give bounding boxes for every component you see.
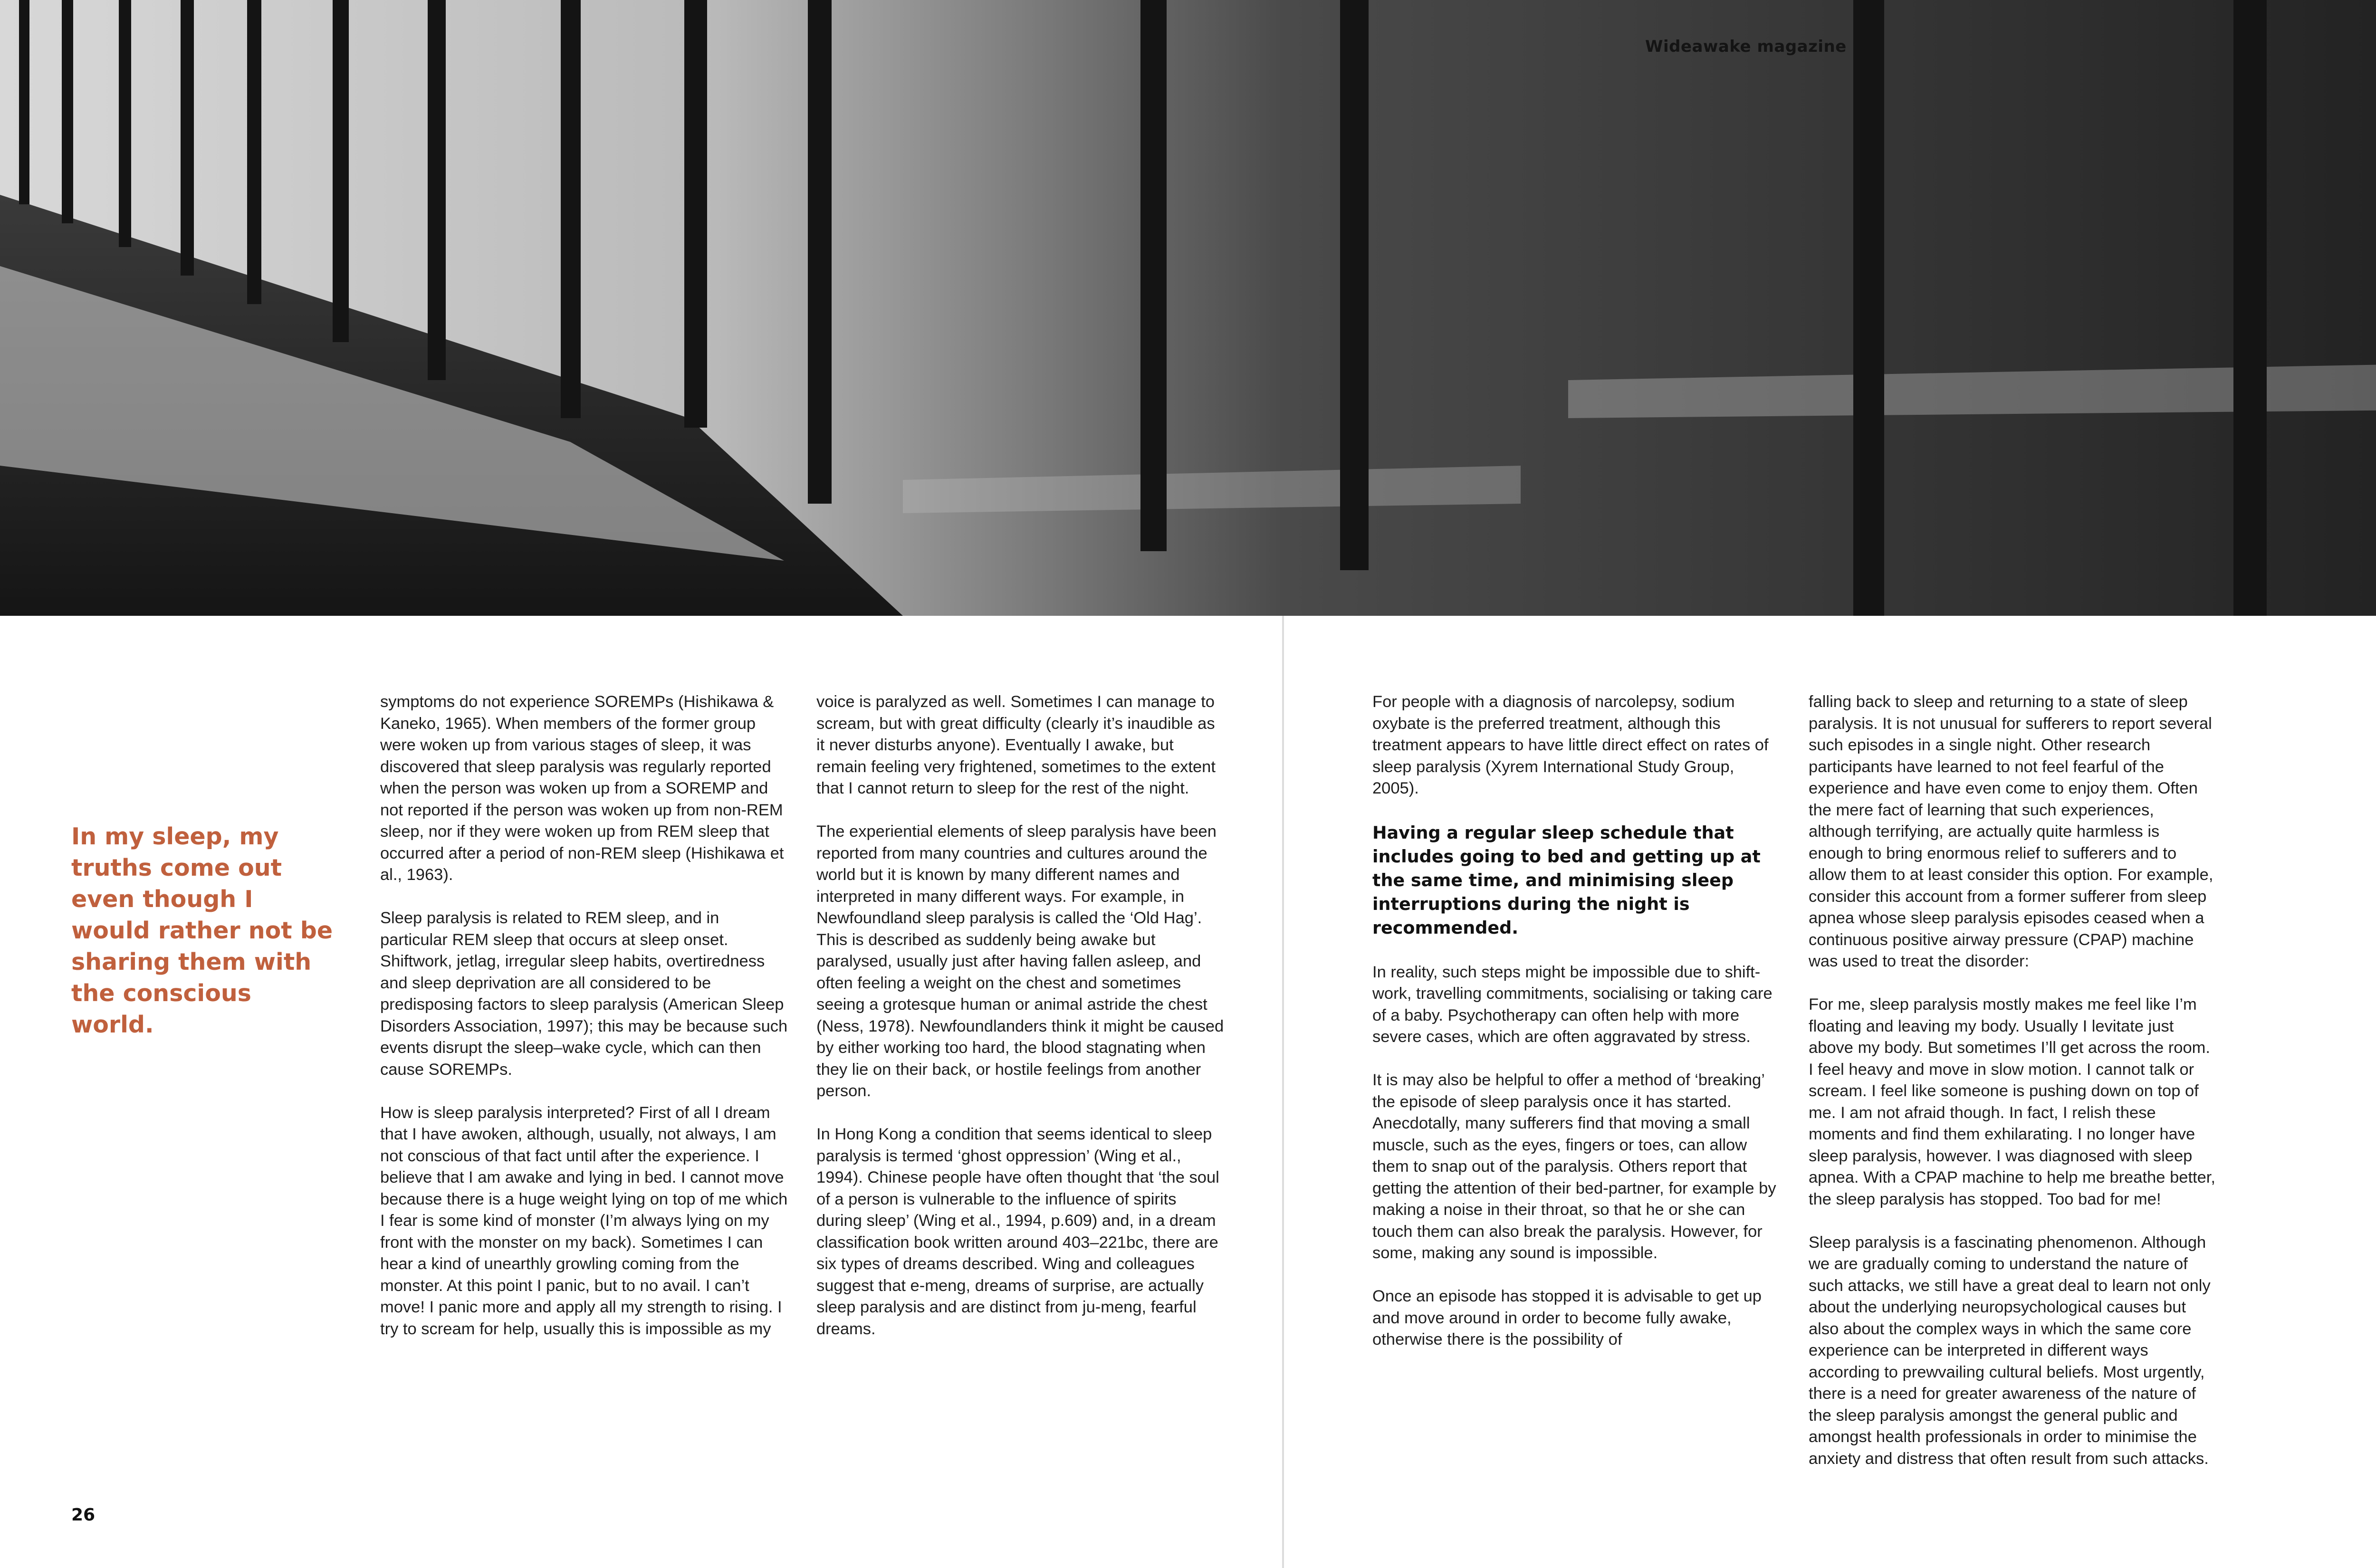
paragraph: For me, sleep paralysis mostly makes me feel like I’m floating and leaving my body. Usually I levitate just above my body. But sometimes I’ll get across the room. I feel heavy and move in slow motion. I cannot talk or scream. I feel like someone is pushing down on top of me. I am not afraid though. In fact, I relish these moments and find them exhilarating. I no longer have sleep paralysis, however. I was diagnosed with sleep apnea. With a CPAP machine to help me breathe better, the sleep paralysis has stopped. Too bad for me!: [1809, 995, 2215, 1208]
paragraph: In Hong Kong a condition that seems identical to sleep paralysis is termed ‘ghost oppression’ (Wing et al., 1994). Chinese people have often thought that ‘the soul of a person is vulnerable to the influence of spirits during sleep’ (Wing et al., 1994, p.609) and, in a dream classification book written around 403–221bc, there are six types of dreams described. Wing and colleagues suggest that e-meng, dreams of surprise, are actually sleep paralysis and are distinct from ju-meng, fearful dreams.: [816, 1125, 1219, 1338]
section-subheading: Having a regular sleep schedule that includes going to bed and getting up at the same time, and minimising sleep interruptions during the night is recommended.: [1372, 822, 1761, 938]
text-column-3: [1372, 691, 1781, 1351]
paragraph: falling back to sleep and returning to a state of sleep paralysis. It is not unusual for sufferers to report several such episodes in a single night. Other research participants have learned to not feel fearful of the experience and have even come to enjoy them. Often the mere fact of learning that such experiences, although terrifying, are actually quite harmless is enough to bring enormous relief to sufferers and to allow them to at least consider this option. For example, consider this account from a former sufferer from sleep apnea whose sleep paralysis episodes ceased when a continuous positive airway pressure (CPAP) machine was used to treat the disorder:: [1809, 693, 2213, 970]
hero-photo: [0, 0, 2376, 616]
paragraph: It is may also be helpful to offer a method of ‘breaking’ the episode of sleep paralysis once it has started. Anecdotally, many sufferers find that moving a small muscle, such as the eyes, fingers or toes, can allow them to snap out of the paralysis. Others report that getting the attention of their bed-partner, for example by making a noise in their throat, so that he or she can touch them can also break the paralysis. However, for some, making any sound is impossible.: [1372, 1071, 1776, 1262]
magazine-label: Wideawake magazine: [1645, 37, 1847, 56]
paragraph: How is sleep paralysis interpreted? First of all I dream that I have awoken, although, usually, not always, I am not conscious of that fact until after the experience. I believe that I am awake and lying in bed. I cannot move because there is a huge weight lying on top of me which I fear is some kind of monster (I’m always lying on my front with the monster on my back). Sometimes I can hear a kind of unearthly growling coming from the monster. At this point I panic, but to no avail. I can’t move! I panic more and apply all my strength to rising. I try to scream for help, usually this is impossible as my: [380, 1103, 788, 1338]
page-number-left: 26: [71, 1505, 96, 1525]
paragraph: Sleep paralysis is related to REM sleep, and in particular REM sleep that occurs at sleep onset. Shiftwork, jetlag, irregular sleep habits, overtiredness and sleep deprivation are all considered to be predisposing factors to sleep paralysis (American Sleep Disorders Association, 1997); this may be because such events disrupt the sleep–wake cycle, which can then cause SOREMPs.: [380, 909, 788, 1079]
text-column-1: [380, 691, 789, 1340]
paragraph: voice is paralyzed as well. Sometimes I can manage to scream, but with great difficulty (clearly it’s inaudible as it never disturbs anyone). Eventually I awake, but remain feeling very frightened, sometimes to the extent that I cannot return to sleep for the rest of the night.: [816, 693, 1216, 797]
pull-quote: In my sleep, my truths come out even though I would rather not be sharing them with the conscious world.: [71, 823, 333, 1038]
paragraph: Sleep paralysis is a fascinating phenomenon. Although we are gradually coming to understand the nature of such attacks, we still have a great deal to learn not only about the underlying neuropsychological causes but also about the complex ways in which the same core experience can be interpreted in different ways according to prewvailing cultural beliefs. Most urgently, there is a need for greater awareness of the nature of the sleep paralysis amongst the general public and amongst health professionals in order to minimise the anxiety and distress that often result from such attacks.: [1809, 1233, 2211, 1468]
page-gutter: [1282, 616, 1284, 1568]
paragraph: The experiential elements of sleep paralysis have been reported from many countries and cultures around the world but it is known by many different names and interpreted in many different ways. For example, in Newfoundland sleep paralysis is called the ‘Old Hag’. This is described as suddenly being awake but paralysed, usually just after having fallen asleep, and often feeling a weight on the chest and sometimes seeing a grotesque human or animal astride the chest (Ness, 1978). Newfoundlanders think it might be caused by either working too hard, the blood stagnating when they lie on their back, or hostile feelings from another person.: [816, 822, 1224, 1100]
paragraph: For people with a diagnosis of narcolepsy, sodium oxybate is the preferred treatment, although this treatment appears to have little direct effect on rates of sleep paralysis (Xyrem International Study Group, 2005).: [1372, 693, 1769, 797]
text-column-4: [1809, 691, 2217, 1470]
text-column-2: [816, 691, 1225, 1340]
corridor-image: [0, 0, 2376, 616]
paragraph: In reality, such steps might be impossible due to shift-work, travelling commitments, socialising or taking care of a baby. Psychotherapy can often help with more severe cases, which are often aggravated by stress.: [1372, 963, 1772, 1046]
paragraph: symptoms do not experience SOREMPs (Hishikawa & Kaneko, 1965). When members of the former group were woken up from various stages of sleep, it was discovered that sleep paralysis was regularly reported when the person was woken up from a SOREMP and not reported if the person was woken up from non-REM sleep, nor if they were woken up from REM sleep that occurred after a period of non-REM sleep (Hishikawa et al., 1963).: [380, 693, 784, 884]
paragraph: Once an episode has stopped it is advisable to get up and move around in order to become fully awake, otherwise there is the possibility of: [1372, 1287, 1762, 1348]
